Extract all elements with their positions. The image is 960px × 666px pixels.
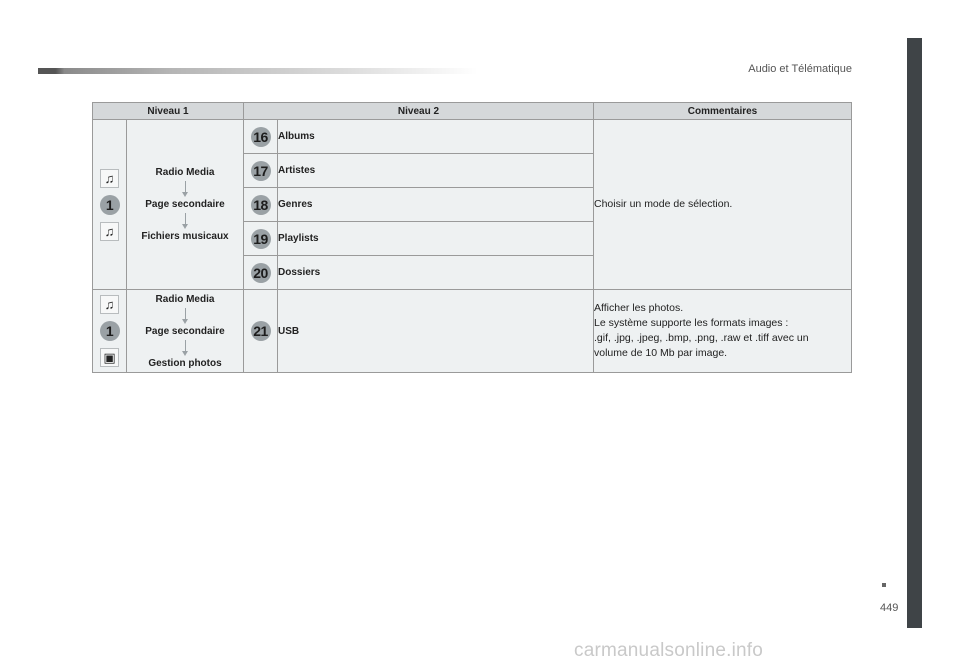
level1-step: Page secondaire xyxy=(145,325,225,337)
item-number-cell xyxy=(244,120,278,154)
music-double-note-icon: ♫ xyxy=(100,222,119,241)
step-badge: 1 xyxy=(100,195,120,215)
music-note-icon: ♫ xyxy=(100,169,119,188)
level1-path-cell xyxy=(127,120,244,290)
comment-cell: Choisir un mode de sélection. xyxy=(594,120,852,290)
level1-step: Radio Media xyxy=(155,293,215,305)
comment-cell xyxy=(594,290,852,373)
level1-path-cell xyxy=(127,290,244,373)
level1-step: Fichiers musicaux xyxy=(141,231,229,242)
column-header-level2: Niveau 2 xyxy=(244,103,594,120)
item-number-badge: 16 xyxy=(251,127,271,147)
down-arrow-icon xyxy=(185,308,186,320)
down-arrow-icon xyxy=(185,213,186,225)
level1-icons-cell xyxy=(93,290,127,373)
item-number-badge: 21 xyxy=(251,321,271,341)
photo-icon: ▣ xyxy=(100,348,119,367)
level2-label: Playlists xyxy=(278,222,594,256)
level2-label: USB xyxy=(278,290,594,373)
table-row xyxy=(93,290,852,373)
item-number-badge: 18 xyxy=(251,195,271,215)
item-number-badge: 17 xyxy=(251,161,271,181)
level2-label: Albums xyxy=(278,120,594,154)
item-number-cell xyxy=(244,188,278,222)
level1-step: Radio Media xyxy=(155,167,215,178)
item-number-cell xyxy=(244,222,278,256)
page-side-tab xyxy=(907,38,922,628)
item-number-cell xyxy=(244,290,278,373)
section-title: Audio et Télématique xyxy=(748,63,852,75)
item-number-badge: 19 xyxy=(251,229,271,249)
item-number-cell xyxy=(244,256,278,290)
down-arrow-icon xyxy=(185,340,186,352)
table-row xyxy=(93,120,852,154)
item-number-cell xyxy=(244,154,278,188)
level1-step: Gestion photos xyxy=(148,357,222,369)
step-badge: 1 xyxy=(100,321,120,341)
level2-label: Genres xyxy=(278,188,594,222)
page-marker xyxy=(882,583,886,587)
level1-icons-cell xyxy=(93,120,127,290)
comment-line: Afficher les photos. xyxy=(594,302,684,314)
comment-line: .gif, .jpg, .jpeg, .bmp, .png, .raw et .tiff avec un xyxy=(594,332,809,344)
music-note-icon: ♫ xyxy=(100,295,119,314)
header-gradient-bar xyxy=(38,68,478,74)
level2-label: Artistes xyxy=(278,154,594,188)
table-header-row xyxy=(93,103,852,120)
level1-step: Page secondaire xyxy=(145,199,225,210)
comment-line: Le système supporte les formats images : xyxy=(594,317,789,329)
item-number-badge: 20 xyxy=(251,263,271,283)
navigation-table xyxy=(92,102,852,373)
column-header-comments: Commentaires xyxy=(594,103,852,120)
page-number: 449 xyxy=(880,602,899,614)
down-arrow-icon xyxy=(185,181,186,193)
watermark: carmanualsonline.info xyxy=(574,640,764,661)
level2-label: Dossiers xyxy=(278,256,594,290)
comment-line: volume de 10 Mb par image. xyxy=(594,347,728,359)
column-header-level1: Niveau 1 xyxy=(93,103,244,120)
